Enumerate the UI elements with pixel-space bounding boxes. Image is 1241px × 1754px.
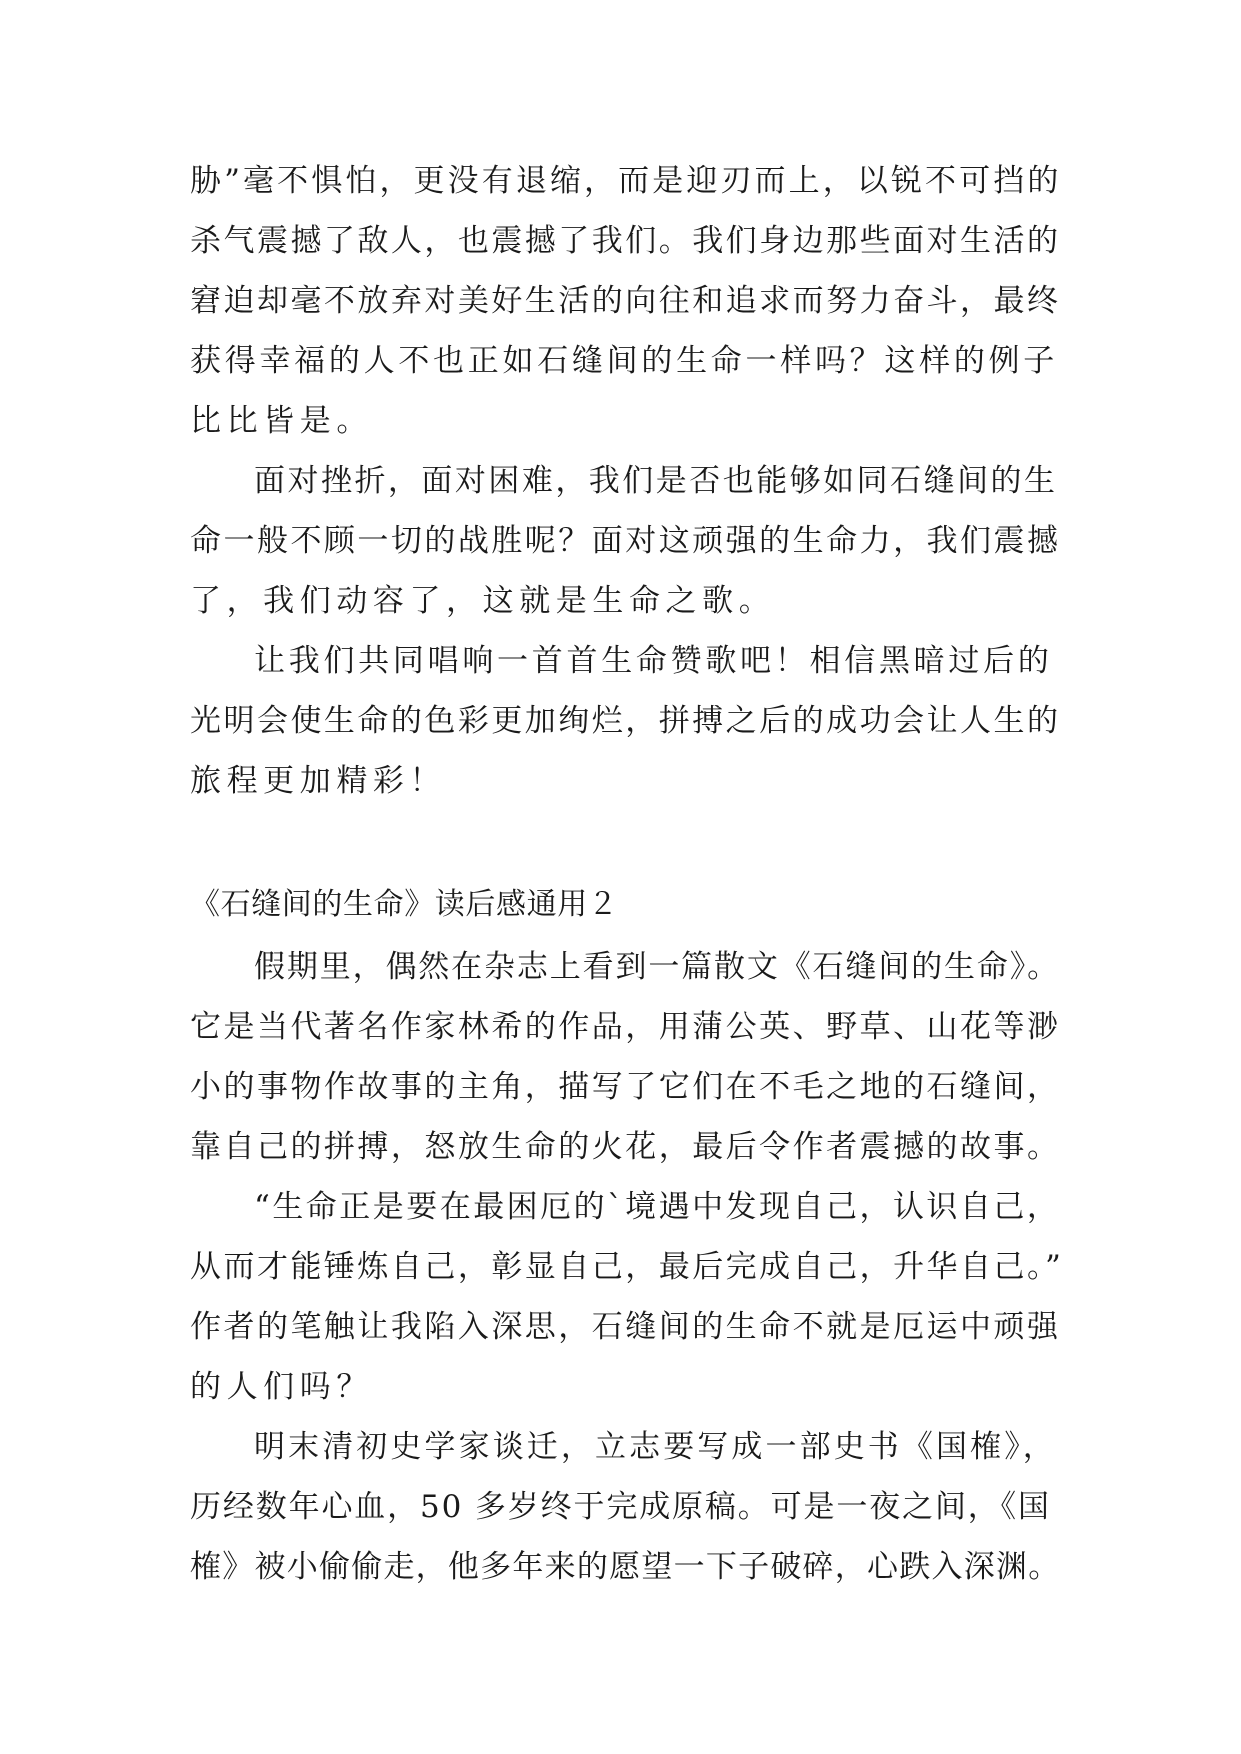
text-line: 让我们共同唱响一首首生命赞歌吧！相信黑暗过后的 [254,643,1053,679]
text-line: 旅程更加精彩！ [190,763,447,799]
text-line: 假期里，偶然在杂志上看到一篇散文《石缝间的生命》。 [254,949,1060,985]
document-body [190,151,1062,1597]
text-line: 靠自己的拼搏，怒放生命的火花，最后令作者震撼的故事。 [190,1129,1061,1165]
text-line: 榷》被小偷偷走，他多年来的愿望一下子破碎，心跌入深渊。 [190,1549,1061,1585]
section-paragraph-3 [190,1417,1062,1597]
text-line: 的人们吗？ [190,1369,373,1405]
text-line: 小的事物作故事的主角，描写了它们在不毛之地的石缝间， [190,1069,1061,1105]
paragraph-2 [190,451,1062,631]
text-line: 获得幸福的人不也正如石缝间的生命一样吗？这样的例子 [190,343,1058,379]
paragraph-3 [190,631,1062,811]
text-line: 了，我们动容了，这就是生命之歌。 [190,583,776,619]
text-line: 杀气震撼了敌人，也震撼了我们。我们身边那些面对生活的 [190,223,1061,259]
text-line: 从而才能锤炼自己，彰显自己，最后完成自己，升华自己。” [190,1249,1064,1285]
paragraph-1 [190,151,1062,451]
text-line: 明末清初史学家谈迁，立志要写成一部史书《国榷》， [254,1429,1057,1465]
section-title: 《石缝间的生命》读后感通用２ [190,887,619,922]
text-line: “生命正是要在最困厄的`境遇中发现自己，认识自己， [254,1189,1061,1225]
text-line: 作者的笔触让我陷入深思，石缝间的生命不就是厄运中顽强 [190,1309,1061,1345]
section-paragraph-1 [190,937,1062,1177]
text-line: 比比皆是。 [190,403,373,439]
text-line: 胁”毫不惧怕，更没有退缩，而是迎刃而上，以锐不可挡的 [190,163,1062,199]
text-line: 命一般不顾一切的战胜呢？面对这顽强的生命力，我们震撼 [190,523,1061,559]
text-line: 历经数年心血，50 多岁终于完成原稿。可是一夜之间，《国 [190,1489,1051,1525]
text-line: 面对挫折，面对困难，我们是否也能够如同石缝间的生 [254,463,1058,499]
text-line: 光明会使生命的色彩更加绚烂，拼搏之后的成功会让人生的 [190,703,1061,739]
text-line: 窘迫却毫不放弃对美好生活的向往和追求而努力奋斗，最终 [190,283,1061,319]
section-gap [190,811,1062,873]
text-line: 它是当代著名作家林希的作品，用蒲公英、野草、山花等渺 [190,1009,1061,1045]
section-paragraph-2 [190,1177,1062,1417]
